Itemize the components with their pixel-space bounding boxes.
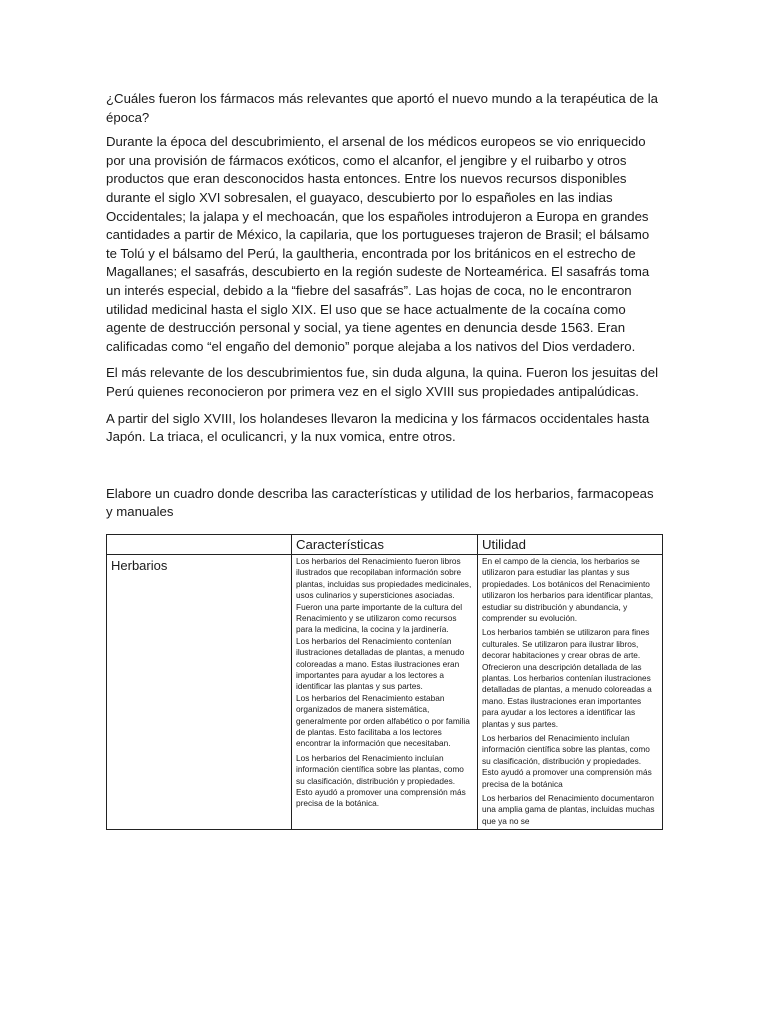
task-heading: Elabore un cuadro donde describa las características y utilidad de los herbarios, farmacopeas y manuales [106, 485, 654, 520]
utilidad-paragraph: Los herbarios del Renacimiento incluían información científica sobre las plantas, como su clasificación, distribución y propiedades. Esto ayudó a promover una comprensión más precisa de la botánica [482, 732, 652, 789]
herbarios-table [106, 534, 663, 830]
paragraph-japon: A partir del siglo XVIII, los holandeses llevaron la medicina y los fármacos occidentales hasta Japón. La triaca, el oculicancri, y la nux vomica, entre otros. [106, 410, 650, 445]
header-cell-empty [107, 534, 292, 554]
caracteristicas-paragraph: Los herbarios del Renacimiento fueron libros ilustrados que recopilaban información sobre plantas, incluidas sus propiedades medicinales, usos culinarios y supersticiones asociadas. Fueron una parte importante de la cultura del Renacimiento y se utilizaron como recursos para la medicina, la cocina y la jardinería. [296, 555, 472, 635]
utilidad-paragraph: Los herbarios del Renacimiento documentaron una amplia gama de plantas, incluidas muchas que ya no se [482, 793, 655, 826]
utilidad-paragraph: Los herbarios también se utilizaron para fines culturales. Se utilizaron para ilustrar libros, decorar habitaciones y crear obras de arte. [482, 627, 650, 661]
caracteristicas-paragraph: Los herbarios del Renacimiento incluían información científica sobre las plantas, como su clasificación, distribución y propiedades. Esto ayudó a promover una comprensión más precisa de la botánica. [296, 752, 466, 809]
utilidad-paragraph: En el campo de la ciencia, los herbarios se utilizaron para estudiar las plantas y sus propiedades. Los botánicos del Renacimiento utilizaron los herbarios para identificar plantas, estudiar su distribución y abundancia, y comprender su evolución. [482, 555, 654, 623]
document-page [106, 90, 662, 830]
caracteristicas-paragraph: Los herbarios del Renacimiento estaban organizados de manera sistemática, generalmente por orden alfabético o por familia de plantas. Esto facilitaba a los lectores encontrar la información que necesitaban. [296, 692, 470, 749]
table-row [107, 554, 663, 829]
table-header-row [107, 534, 663, 554]
header-cell-caracteristicas: Características [292, 534, 478, 554]
caracteristicas-paragraph: Los herbarios del Renacimiento contenían ilustraciones detalladas de plantas, a menudo coloreadas a mano. Estas ilustraciones eran importantes para ayudar a los lectores a identificar las plantas y sus partes. [296, 635, 465, 692]
cell-utilidad [478, 554, 663, 829]
utilidad-paragraph: Ofrecieron una descripción detallada de las plantas. Los herbarios contenían ilustraciones detalladas de plantas, a menudo coloreadas a mano. Estas ilustraciones eran importantes para ayudar a los lectores a identificar las plantas y sus partes. [482, 661, 652, 729]
row-label-herbarios: Herbarios [107, 554, 292, 829]
question-heading: ¿Cuáles fueron los fármacos más relevantes que aportó el nuevo mundo a la terapéutica de la época? [106, 91, 658, 125]
paragraph-descubrimiento: Durante la época del descubrimiento, el arsenal de los médicos europeos se vio enriquecido por una provisión de fármacos exóticos, como el alcanfor, el jengibre y el ruibarbo y otros productos que eran desconocidos hasta entonces. Entre los nuevos recursos disponibles durante el siglo XVI sobresalen, el guayaco, descubierto por lo españoles en las indias Occidentales; la jalapa y el mechoacán, que los españoles introdujeron a Europa en grandes cantidades a partir de México, la capilaria, que los portugueses trajeron de Brasil; el bálsamo te Tolú y el bálsamo del Perú, la gaultheria, encontrada por los británicos en el estrecho de Magallanes; el sasafrás, descubierto en la región sudeste de Norteamérica. El sasafrás toma un interés especial, debido a la “fiebre del sasafrás”. Las hojas de coca, no le encontraron utilidad medicinal hasta el siglo XIX. El uso que se hace actualmente de la cocaína como agente de destrucción personal y social, ya tiene agentes en denuncia desde 1563. Eran calificadas como “el engaño del demonio” porque alejaba a los nativos del Dios verdadero. [106, 134, 650, 354]
header-cell-utilidad: Utilidad [478, 534, 663, 554]
cell-caracteristicas [292, 554, 478, 829]
section-spacer [106, 455, 662, 485]
paragraph-quina: El más relevante de los descubrimientos fue, sin duda alguna, la quina. Fueron los jesuitas del Perú quienes reconocieron por primera vez en el siglo XVIII sus propiedades antipalúdicas. [106, 365, 659, 399]
